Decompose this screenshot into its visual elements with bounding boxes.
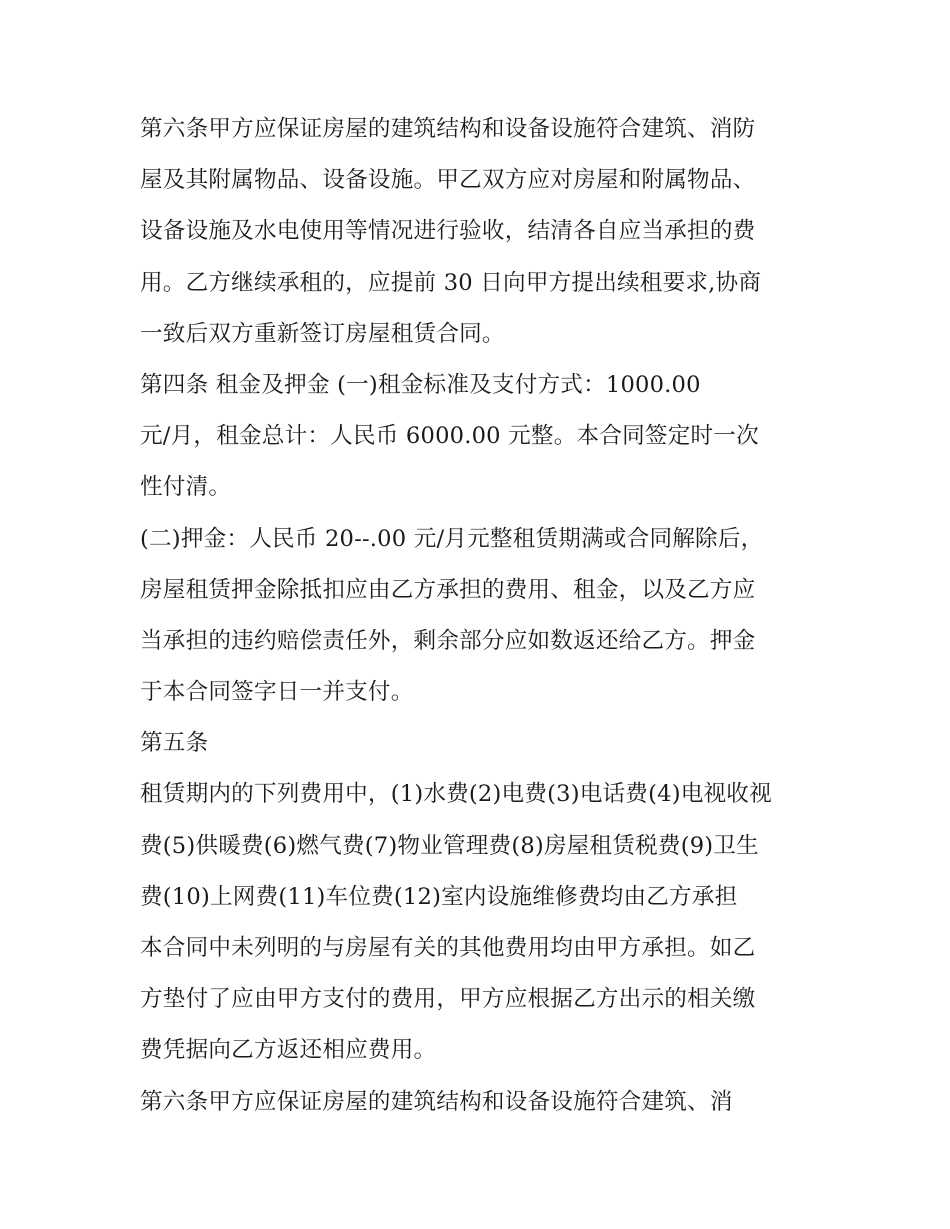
text-line: 费(5)供暖费(6)燃气费(7)物业管理费(8)房屋租赁税费(9)卫生: [140, 832, 759, 859]
text-line: 第四条 租金及押金 (一)租金标准及支付方式：1000.00: [140, 371, 701, 398]
text-line: 房屋租赁押金除抵扣应由乙方承担的费用、租金，以及乙方应: [140, 576, 756, 603]
text-line: 本合同中未列明的与房屋有关的其他费用均由甲方承担。如乙: [140, 935, 756, 961]
text-line: 费(10)上网费(11)车位费(12)室内设施维修费均由乙方承担: [140, 883, 738, 910]
text-line: 性付清。: [140, 474, 232, 501]
document-body: [140, 104, 820, 1128]
text-line: (二)押金：人民币 20--.00 元/月元整租赁期满或合同解除后，: [140, 525, 764, 552]
text-line: 设备设施及水电使用等情况进行验收，结清各自应当承担的费: [140, 218, 756, 245]
text-line: 当承担的违约赔偿责任外，剩余部分应如数返还给乙方。押金: [140, 627, 756, 654]
text-line: 用。乙方继续承租的，应提前 30 日向甲方提出续租要求,协商: [140, 269, 762, 296]
text-line: 一致后双方重新签订房屋租赁合同。: [140, 320, 505, 347]
text-line: 屋及其附属物品、设备设施。甲乙双方应对房屋和附属物品、: [140, 167, 756, 194]
text-line: 费凭据向乙方返还相应费用。: [140, 1037, 437, 1064]
text-line: 第六条甲方应保证房屋的建筑结构和设备设施符合建筑、消防: [140, 116, 756, 142]
text-line: 于本合同签字日一并支付。: [140, 679, 414, 706]
section-heading: 第五条: [140, 730, 209, 757]
text-line: 元/月，租金总计：人民币 6000.00 元整。本合同签定时一次: [140, 423, 759, 450]
text-line: 方垫付了应由甲方支付的费用，甲方应根据乙方出示的相关缴: [140, 986, 756, 1013]
text-line: 第六条甲方应保证房屋的建筑结构和设备设施符合建筑、消: [140, 1088, 733, 1115]
text-line: 租赁期内的下列费用中，(1)水费(2)电费(3)电话费(4)电视收视: [140, 781, 772, 808]
